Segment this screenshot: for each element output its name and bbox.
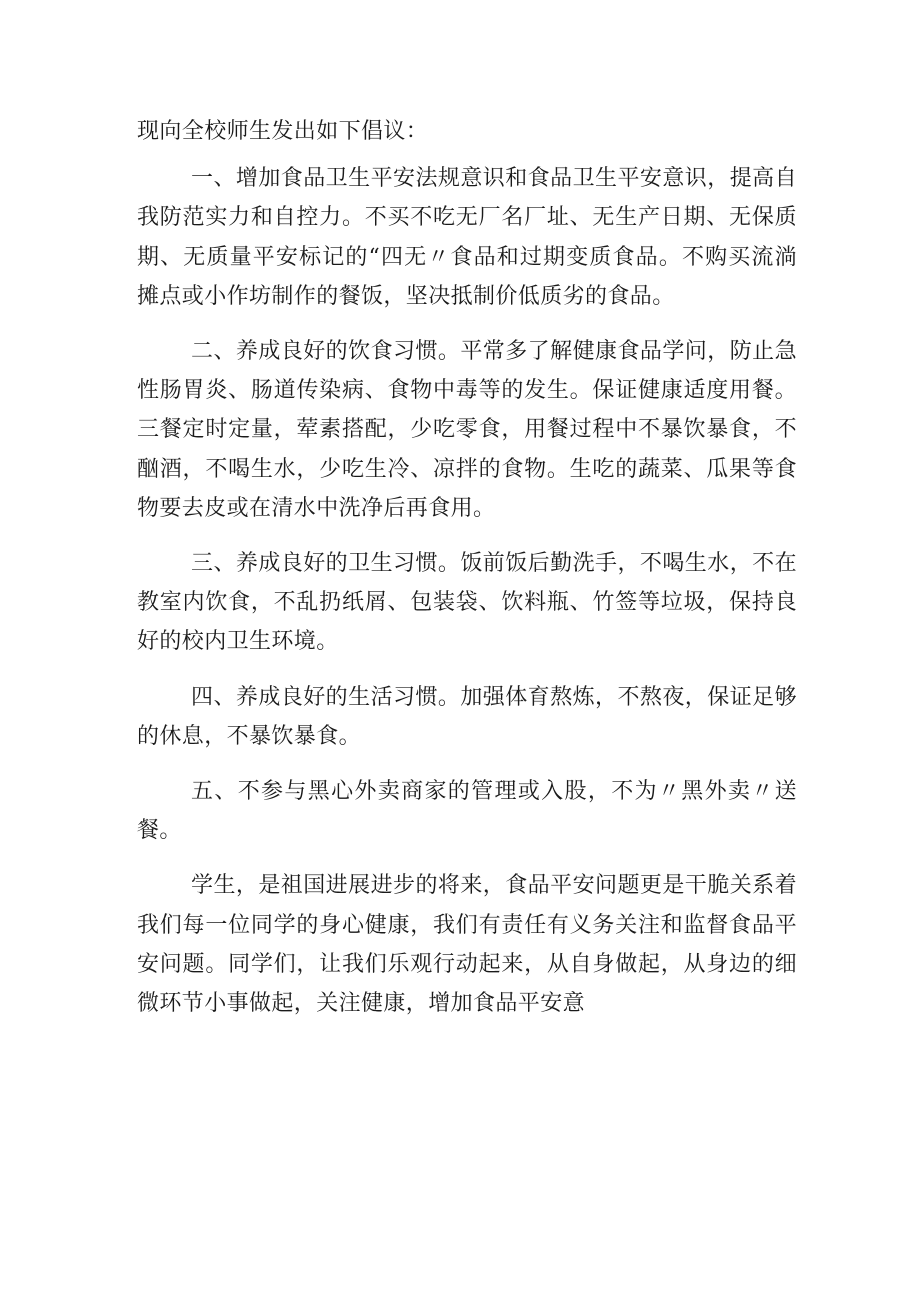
paragraph-closing: 学生，是祖国进展进步的将来，食品平安问题更是干脆关系着我们每一位同学的身心健康，我们有责任有义务关注和监督食品平安问题。同学们，让我们乐观行动起来，从自身做起，从身边的细微环节小事做起，关注健康，增加食品平安意 [137,873,797,1017]
document-body [137,112,797,1023]
paragraph-intro: 现向全校师生发出如下倡议： [137,119,429,144]
paragraph-item-3: 三、养成良好的卫生习惯。饭前饭后勤洗手，不喝生水，不在教室内饮食，不乱扔纸屑、包装袋、饮料瓶、竹签等垃圾，保持良好的校内卫生环境。 [137,551,797,655]
paragraph-item-4: 四、养成良好的生活习惯。加强体育熬炼，不熬夜，保证足够的休息，不暴饮暴食。 [137,684,797,749]
paragraph-item-5: 五、不参与黑心外卖商家的管理或入股，不为〃黑外卖〃送餐。 [137,779,797,844]
paragraph-item-1: 一、增加食品卫生平安法规意识和食品卫生平安意识，提高自我防范实力和自控力。不买不吃无厂名厂址、无生产日期、无保质期、无质量平安标记的“四无〃食品和过期变质食品。不购买流淌摊点或小作坊制作的餐饭，坚决抵制价低质劣的食品。 [137,166,797,309]
paragraph-item-2: 二、养成良好的饮食习惯。平常多了解健康食品学问，防止急性肠胃炎、肠道传染病、食物中毒等的发生。保证健康适度用餐。三餐定时定量，荤素搭配，少吃零食，用餐过程中不暴饮暴食，不酗酒，不喝生水，少吃生冷、凉拌的食物。生吃的蔬菜、瓜果等食物要去皮或在清水中洗净后再食用。 [137,339,797,521]
